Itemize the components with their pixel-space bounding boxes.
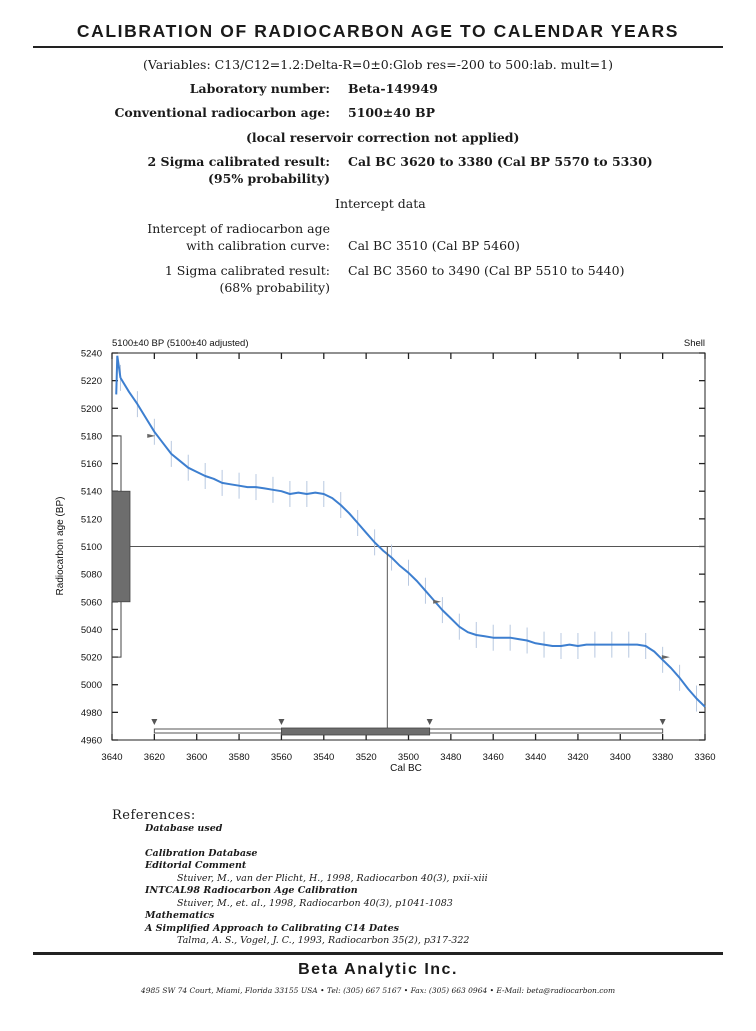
y-tick-label: 5160 (80, 459, 102, 471)
calibration-curve (121, 378, 706, 707)
x-tick-label: 3360 (694, 752, 716, 763)
calibration-chart (0, 330, 756, 790)
variables-line: (Variables: C13/C12=1.2:Delta-R=0±0:Glob res=-200 to 500:lab. mult=1) (143, 57, 613, 72)
page-title: CALIBRATION OF RADIOCARBON AGE TO CALENDAR YEARS (76, 21, 680, 41)
chart-title-left: 5100±40 BP (5100±40 adjusted) (112, 338, 249, 349)
x-tick-label: 3500 (397, 752, 420, 763)
reference-item: INTCAL98 Radiocarbon Age Calibration (145, 885, 358, 896)
y-tick-label: 5000 (80, 680, 102, 692)
chart-marks-group (112, 356, 705, 735)
y-tick-label: 5200 (80, 403, 102, 415)
y-tick-label: 4960 (80, 735, 102, 747)
reservoir-note: (local reservoir correction not applied) (246, 130, 520, 145)
x-tick-label: 3540 (313, 752, 335, 763)
intercept-label-line1: Intercept of radiocarbon age (147, 221, 330, 236)
x-tick-label: 3380 (652, 752, 674, 763)
references-heading: References: (112, 808, 196, 823)
reference-item: Database used (145, 823, 223, 834)
reference-item: A Simplified Approach to Calibrating C14 Dates (145, 922, 399, 934)
lab-number-label: Laboratory number: (189, 81, 330, 96)
sigma1-value: Cal BC 3560 to 3490 (Cal BP 5510 to 5440) (348, 263, 625, 278)
y-tick-label: 5120 (80, 514, 102, 526)
reference-item: Talma, A. S., Vogel, J. C., 1993, Radiocarbon 35(2), p317-322 (177, 935, 470, 946)
y-axis-label: Radiocarbon age (BP) (55, 496, 66, 596)
sigma1-label-line1: 1 Sigma calibrated result: (164, 263, 330, 278)
x-axis-label: Cal BC (390, 763, 422, 774)
y-tick-label: 5020 (80, 652, 102, 664)
top-rule (33, 46, 723, 48)
x-tick-label: 3620 (143, 752, 165, 763)
sigma1-label-line2: (68% probability) (219, 280, 330, 295)
x-tick-label: 3400 (609, 752, 631, 763)
conv-age-value: 5100±40 BP (348, 105, 435, 120)
x-tick-label: 3460 (482, 752, 504, 763)
y-tick-label: 5040 (80, 624, 102, 636)
two-sigma-range-marker (151, 719, 157, 725)
x-tick-label: 3560 (270, 752, 292, 763)
x-tick-label: 3440 (525, 752, 547, 763)
y-tick-label: 5140 (80, 486, 102, 498)
two-sigma-range-marker (660, 719, 666, 725)
x-tick-label: 3640 (101, 752, 123, 763)
y-tick-label: 5220 (80, 376, 102, 388)
reference-item: Stuiver, M., van der Plicht, H., 1998, Radiocarbon 40(3), pxii-xiii (177, 872, 488, 884)
one-sigma-range-marker (278, 719, 284, 725)
y-tick-label: 5180 (80, 431, 102, 443)
one-sigma-range-marker (427, 719, 433, 725)
y-tick-label: 5100 (80, 542, 102, 553)
intercept-label (60, 220, 330, 254)
intercept-value: Cal BC 3510 (Cal BP 5460) (348, 238, 520, 253)
y-tick-label: 4980 (80, 707, 102, 719)
chart-frame-group (81, 349, 716, 764)
one-sigma-range-bar (281, 728, 429, 735)
references-list (145, 823, 488, 948)
curve-start-spike (116, 356, 120, 395)
sigma2-label-line1: 2 Sigma calibrated result: (147, 154, 330, 169)
reference-item: Stuiver, M., et. al., 1998, Radiocarbon 40(3), p1041-1083 (177, 897, 453, 909)
one-sigma-age-bar (112, 491, 130, 602)
intercept-label-line2: with calibration curve: (186, 238, 330, 253)
sigma1-label (60, 262, 330, 296)
x-tick-label: 3580 (228, 752, 250, 763)
x-tick-label: 3600 (186, 752, 208, 763)
company-name: Beta Analytic Inc. (298, 961, 458, 978)
lab-number-value: Beta-149949 (348, 81, 438, 96)
intercept-heading: Intercept data (335, 196, 426, 211)
sigma2-label-line2: (95% probability) (208, 171, 330, 186)
sigma2-value: Cal BC 3620 to 3380 (Cal BP 5570 to 5330) (348, 154, 653, 169)
curve-marker (662, 655, 670, 659)
reference-item: Mathematics (145, 910, 215, 921)
company-address: 4985 SW 74 Court, Miami, Florida 33155 USA • Tel: (305) 667 5167 • Fax: (305) 663 0964 • E-Mail: beta@radiocarbon.com (140, 986, 616, 995)
bottom-rule (33, 952, 723, 955)
x-tick-label: 3420 (567, 752, 589, 763)
x-tick-label: 3520 (355, 752, 377, 763)
y-tick-label: 5060 (80, 597, 102, 609)
reference-item: Calibration Database (145, 847, 258, 859)
y-tick-label: 5240 (80, 348, 102, 360)
x-tick-label: 3480 (440, 752, 462, 763)
conv-age-label: Conventional radiocarbon age: (114, 105, 330, 120)
chart-title-right: Shell (683, 338, 705, 349)
reference-item: Editorial Comment (145, 860, 247, 871)
sigma2-label (60, 153, 330, 187)
y-tick-label: 5080 (80, 569, 102, 581)
